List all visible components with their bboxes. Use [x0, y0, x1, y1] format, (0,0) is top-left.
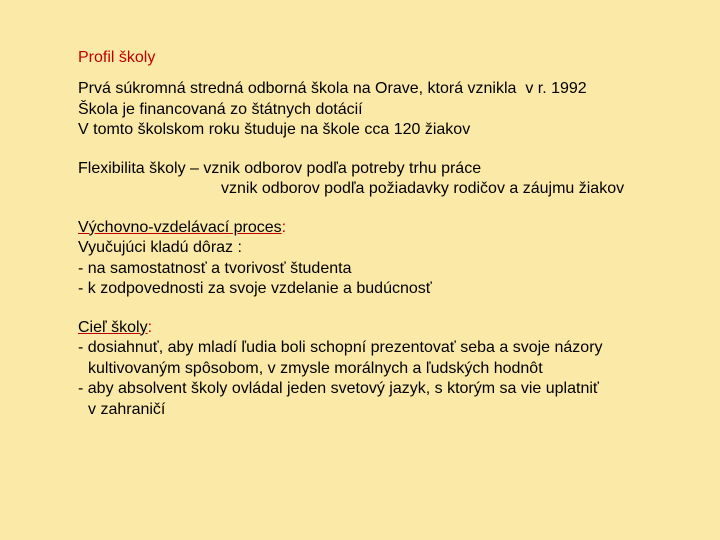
goal-section	[78, 318, 698, 421]
flexibility-line: Flexibilita školy – vznik odborov podľa potreby trhu práce	[78, 159, 482, 177]
goal-line: - dosiahnuť, aby mladí ľudia boli schopní prezentovať seba a svoje názory	[78, 339, 603, 356]
intro-line: V tomto školskom roku študuje na škole cca 120 žiakov	[78, 121, 471, 138]
intro-line: Škola je financovaná zo štátnych dotácií	[78, 100, 363, 118]
goal-line: - aby absolvent školy ovládal jeden svetový jazyk, s ktorým sa vie uplatniť	[78, 380, 599, 397]
goal-heading-line	[78, 318, 698, 339]
slide-title: Profil školy	[78, 49, 156, 66]
goal-colon: :	[147, 318, 153, 336]
process-line: Vyučujúci kladú dôraz :	[78, 239, 242, 256]
intro-line: Prvá súkromná stredná odborná škola na Orave, ktorá vznikla v r. 1992	[78, 80, 587, 97]
goal-line: kultivovaným spôsobom, v zmysle morálnych a ľudských hodnôt	[88, 359, 543, 377]
goal-line: v zahraničí	[88, 400, 166, 418]
goal-heading: Cieľ školy	[78, 318, 148, 336]
process-section	[78, 218, 698, 300]
process-heading: Výchovno-vzdelávací proces	[78, 218, 282, 236]
process-heading-line	[78, 218, 698, 239]
intro-section	[78, 79, 698, 141]
process-line: - na samostatnosť a tvorivosť študenta	[78, 259, 352, 277]
slide-content	[78, 48, 698, 438]
flexibility-line: vznik odborov podľa požiadavky rodičov a záujmu žiakov	[221, 180, 625, 197]
process-line: - k zodpovednosti za svoje vzdelanie a budúcnosť	[78, 280, 432, 297]
process-colon: :	[281, 218, 287, 236]
flexibility-section	[78, 159, 698, 200]
